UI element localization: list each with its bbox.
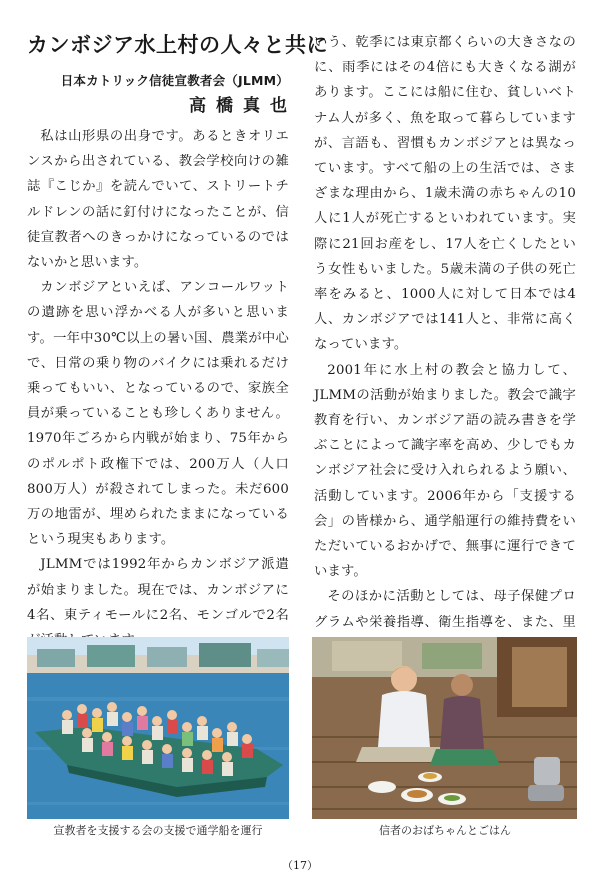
- author-organization: 日本カトリック信徒宣教者会（JLMM）: [60, 73, 289, 88]
- article-column-right: [314, 30, 576, 736]
- school-boat-photo: [27, 637, 289, 819]
- paragraph-continued: いう、乾季には東京都くらいの大きさなのに、雨季にはその4倍にも大きくなる湖があります。ここには船に住む、貧しいベトナム人が多く、魚を取って暮らしていますが、言語も、習慣もカンボジアとは異なっています。すべて船の上の生活では、さまざまな理由から、1歳未満の赤ちゃんの10人に1人が死亡するといわれています。実際に21回お産をし、17人を亡くしたという女性もいました。5歳未満の子供の死亡率をみると、1000人に対して日本では4人、カンボジアでは141人と、非常に高くなっています。: [314, 35, 576, 353]
- photo-caption-right: 信者のおばちゃんとごはん: [379, 824, 511, 837]
- author-name: 高橋真也: [189, 96, 297, 116]
- paragraph: 私は山形県の出身です。あるときオリエンスから出されている、教会学校向けの雑誌『こじか』を読んでいて、ストリートチルドレンの話に釘付けになったことが、信徒宣教者へのきっかけになっているのではないかと思います。: [27, 129, 289, 271]
- page-number: （17）: [282, 859, 318, 872]
- school-boat-illustration: [27, 637, 289, 819]
- paragraph: カンボジアといえば、アンコールワットの遺跡を思い浮かべる人が多いと思います。一年中30℃以上の暑い国、農業が中心で、日常の乗り物のバイクには乗れるだけ乗ってもいい、となっているので、家族全員が乗っていることも珍しくありません。1970年ごろから内戦が始まり、75年からのポルポト政権下では、200万人（人口800万人）が殺されてしまった。未だ600万の地雷が、埋められたままになっているという現実もあります。: [27, 280, 289, 548]
- paragraph: そのほかに活動としては、母子保健プログラムや栄養指導、衛生指導を、また、里: [314, 589, 576, 630]
- article-column-left: [27, 30, 328, 729]
- paragraph: JLMMでは1992年からカンボジア派遣が始まりました。現在では、カンボジアに4名、東ティモールに2名、モンゴルで2名: [27, 557, 289, 623]
- meal-illustration: [312, 637, 577, 819]
- photo-caption-left: 宣教者を支援する会の支援で通学船を運行: [53, 824, 263, 837]
- article-title: カンボジア水上村の人々と共に: [27, 33, 328, 57]
- paragraph: 2001年に水上村の教会と協力して、JLMMの活動が始まりました。教会で識字教育を行い、カンボジア語の読み書きを学ぶことによって識字率を高め、少しでもカンボジア社会に受け入れられるよう願い、活動しています。2006年から「支援する会」の皆様から、通学船運行の維持費をいただいているおかげで、無事に運行できています。: [314, 362, 576, 580]
- meal-photo: [312, 637, 577, 819]
